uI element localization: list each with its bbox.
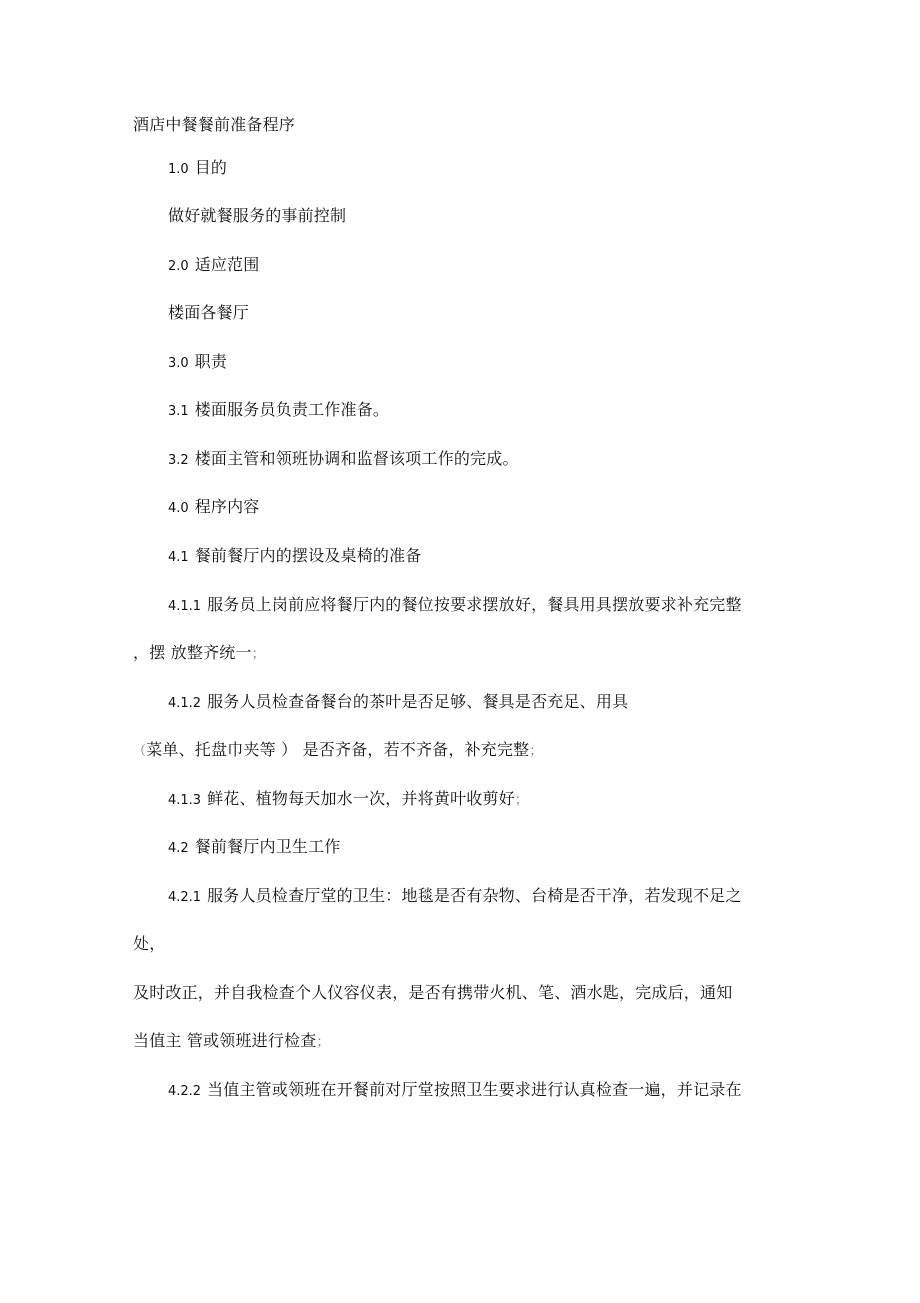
item-4-1-1	[168, 595, 742, 617]
punctuation-semicolon: ；	[514, 793, 529, 808]
item-4-2	[168, 837, 341, 859]
paragraph-purpose: 做好就餐服务的事前控制	[168, 206, 347, 225]
punctuation-semicolon: ；	[316, 1035, 330, 1050]
item-4-1-2	[168, 692, 628, 714]
section-number: 4.1.3	[168, 793, 202, 808]
heading-purpose	[168, 158, 227, 180]
section-text: 当值主管或领班在开餐前对厅堂按照卫生要求进行认真检查一遍，并记录在	[207, 1080, 742, 1099]
heading-scope	[168, 255, 260, 277]
heading-duties	[168, 352, 227, 374]
section-number: 2.0	[168, 259, 189, 274]
item-3-1	[168, 400, 389, 422]
item-4-2-1-continued-2: 及时改正，并自我检查个人仪容仪表，是否有携带火机、笔、酒水匙，完成后，通知	[133, 983, 733, 1002]
section-number: 1.0	[168, 162, 189, 177]
section-text: 服务员上岗前应将餐厅内的餐位按要求摆放好，餐具用具摆放要求补充完整	[207, 595, 742, 614]
item-3-2	[168, 449, 519, 471]
item-4-1-2-continued	[133, 740, 543, 762]
item-4-2-1	[168, 886, 742, 908]
section-text: 鲜花、植物每天加水一次，并将黄叶收剪好	[207, 789, 515, 808]
section-text: 餐前餐厅内卫生工作	[194, 837, 341, 856]
section-number: 4.1	[168, 550, 189, 565]
section-number: 4.2.1	[168, 890, 202, 905]
section-text: 楼面主管和领班协调和监督该项工作的完成。	[194, 449, 519, 468]
section-number: 3.0	[168, 356, 189, 371]
heading-procedure	[168, 497, 260, 519]
item-4-2-1-continued-1: 处，	[133, 934, 166, 953]
section-text: 服务人员检查厅堂的卫生：地毯是否有杂物、台椅是否干净，若发现不足之	[207, 886, 742, 905]
section-text: 职责	[194, 352, 228, 371]
item-4-2-1-continued-3	[133, 1031, 330, 1053]
section-text: 餐前餐厅内的摆设及桌椅的准备	[194, 546, 422, 565]
punctuation-open-paren: （	[133, 744, 147, 759]
section-number: 4.1.2	[168, 696, 202, 711]
item-4-1-3	[168, 789, 528, 811]
section-text: ，摆 放整齐统一	[133, 643, 252, 662]
section-number: 4.2.2	[168, 1084, 202, 1099]
punctuation-semicolon: ；	[529, 744, 543, 759]
punctuation-semicolon: ；	[251, 647, 265, 662]
section-number: 4.1.1	[168, 599, 202, 614]
section-number: 4.0	[168, 501, 189, 516]
section-text: 目的	[194, 158, 228, 177]
section-text: 当值主 管或领班进行检查	[133, 1031, 317, 1050]
section-text: 适应范围	[194, 255, 260, 274]
section-number: 4.2	[168, 841, 189, 856]
section-text: 服务人员检查备餐台的茶叶是否足够、餐具是否充足、用具	[207, 692, 629, 711]
paragraph-scope: 楼面各餐厅	[168, 303, 250, 322]
section-text: 程序内容	[194, 497, 260, 516]
document-title: 酒店中餐餐前准备程序	[133, 115, 296, 134]
item-4-2-2	[168, 1080, 742, 1102]
section-text: 菜单、托盘巾夹等 ） 是否齐备，若不齐备，补充完整	[146, 740, 530, 759]
item-4-1-1-continued	[133, 643, 265, 665]
item-4-1	[168, 546, 422, 568]
section-number: 3.2	[168, 453, 189, 468]
section-text: 楼面服务员负责工作准备。	[194, 400, 390, 419]
section-number: 3.1	[168, 404, 189, 419]
